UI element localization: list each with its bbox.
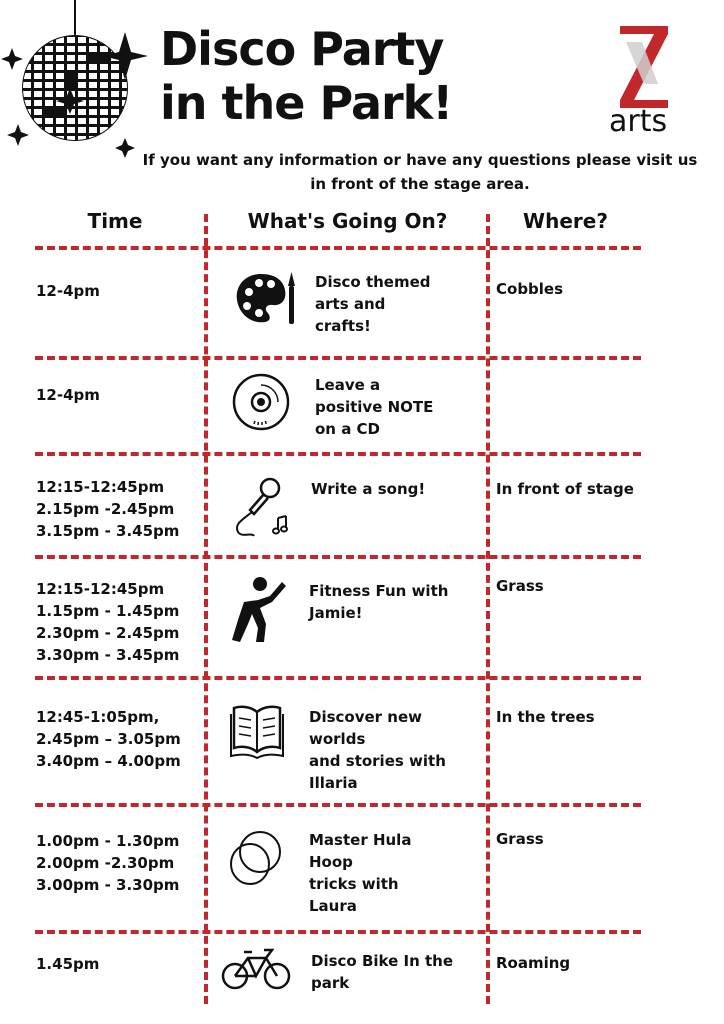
intro-text: If you want any information or have any questions please visit us in front of the stage area. (142, 151, 698, 193)
row-1-time (36, 280, 100, 302)
activity-line: positive NOTE (315, 398, 434, 416)
microphone-icon (232, 476, 298, 542)
time-slot: 3.40pm – 4.00pm (36, 752, 181, 770)
activity-line: Write a song! (311, 480, 426, 498)
fitness-icon (230, 574, 290, 646)
activity-line: on a CD (315, 420, 381, 438)
time-slot: 1.45pm (36, 955, 100, 973)
time-slot: 12:15-12:45pm (36, 478, 165, 496)
row-4-where: Grass (496, 577, 544, 595)
activity-line: Disco themed (315, 273, 431, 291)
disco-ball-icon (0, 0, 150, 165)
activity-line: Illaria (309, 774, 358, 792)
row-7-time (36, 953, 99, 975)
palette-icon (235, 270, 297, 328)
hula-hoop-icon (228, 826, 284, 888)
header-where: Where? (523, 209, 608, 233)
row-6-where: Grass (496, 830, 544, 848)
activity-line: park (311, 974, 350, 992)
activity-line: and stories with (309, 752, 446, 770)
cd-icon (231, 372, 291, 432)
time-slot: 2.30pm - 2.45pm (36, 624, 180, 642)
row-7-where: Roaming (496, 954, 571, 972)
row-5-where: In the trees (496, 708, 595, 726)
activity-line: Jamie! (309, 604, 363, 622)
activity-line: Leave a (315, 376, 381, 394)
activity-line: Laura (309, 897, 357, 915)
time-slot: 12:45-1:05pm, (36, 708, 160, 726)
row-divider (35, 676, 641, 680)
row-2-time (36, 384, 100, 406)
row-divider (35, 356, 641, 360)
header-activity: What's Going On? (247, 209, 448, 233)
time-slot: 3.15pm - 3.45pm (36, 522, 180, 540)
time-slot: 2.15pm -2.45pm (36, 500, 175, 518)
activity-line: arts and (315, 295, 386, 313)
header-time: Time (87, 209, 143, 233)
time-slot: 3.00pm - 3.30pm (36, 876, 180, 894)
column-divider-right (486, 214, 490, 1004)
time-slot: 3.30pm - 3.45pm (36, 646, 180, 664)
activity-line: Disco Bike In the (311, 952, 453, 970)
activity-line: crafts! (315, 317, 371, 335)
bicycle-icon (220, 946, 292, 992)
row-divider (35, 452, 641, 456)
title-line-1: Disco Party (160, 22, 444, 76)
activity-line: worlds (309, 730, 366, 748)
time-slot: 1.00pm - 1.30pm (36, 832, 180, 850)
row-6-time (36, 830, 179, 896)
row-5-activity (309, 706, 446, 794)
activity-line: Master Hula (309, 831, 412, 849)
row-1-activity (315, 271, 431, 337)
time-slot: 12-4pm (36, 282, 100, 300)
row-3-time (36, 476, 179, 542)
row-divider (35, 930, 641, 934)
row-5-time (36, 706, 181, 772)
row-3-activity (311, 478, 425, 500)
row-4-time (36, 578, 179, 666)
row-divider (35, 803, 641, 807)
time-slot: 2.45pm – 3.05pm (36, 730, 181, 748)
activity-line: Fitness Fun with (309, 582, 449, 600)
time-slot: 12-4pm (36, 386, 100, 404)
activity-line: Hoop (309, 853, 353, 871)
activity-line: tricks with (309, 875, 399, 893)
row-divider (35, 555, 641, 559)
logo-text: arts (609, 104, 668, 139)
column-divider-left (204, 214, 208, 1004)
activity-line: Discover new (309, 708, 422, 726)
row-3-where: In front of stage (496, 480, 634, 498)
time-slot: 1.15pm - 1.45pm (36, 602, 180, 620)
row-7-activity (311, 950, 453, 994)
row-6-activity (309, 829, 411, 917)
row-1-where: Cobbles (496, 280, 564, 298)
time-slot: 12:15-12:45pm (36, 580, 165, 598)
row-4-activity (309, 580, 448, 624)
row-divider (35, 246, 641, 250)
book-icon (230, 702, 284, 760)
time-slot: 2.00pm -2.30pm (36, 854, 175, 872)
title-line-2: in the Park! (160, 76, 453, 130)
row-2-activity (315, 374, 433, 440)
